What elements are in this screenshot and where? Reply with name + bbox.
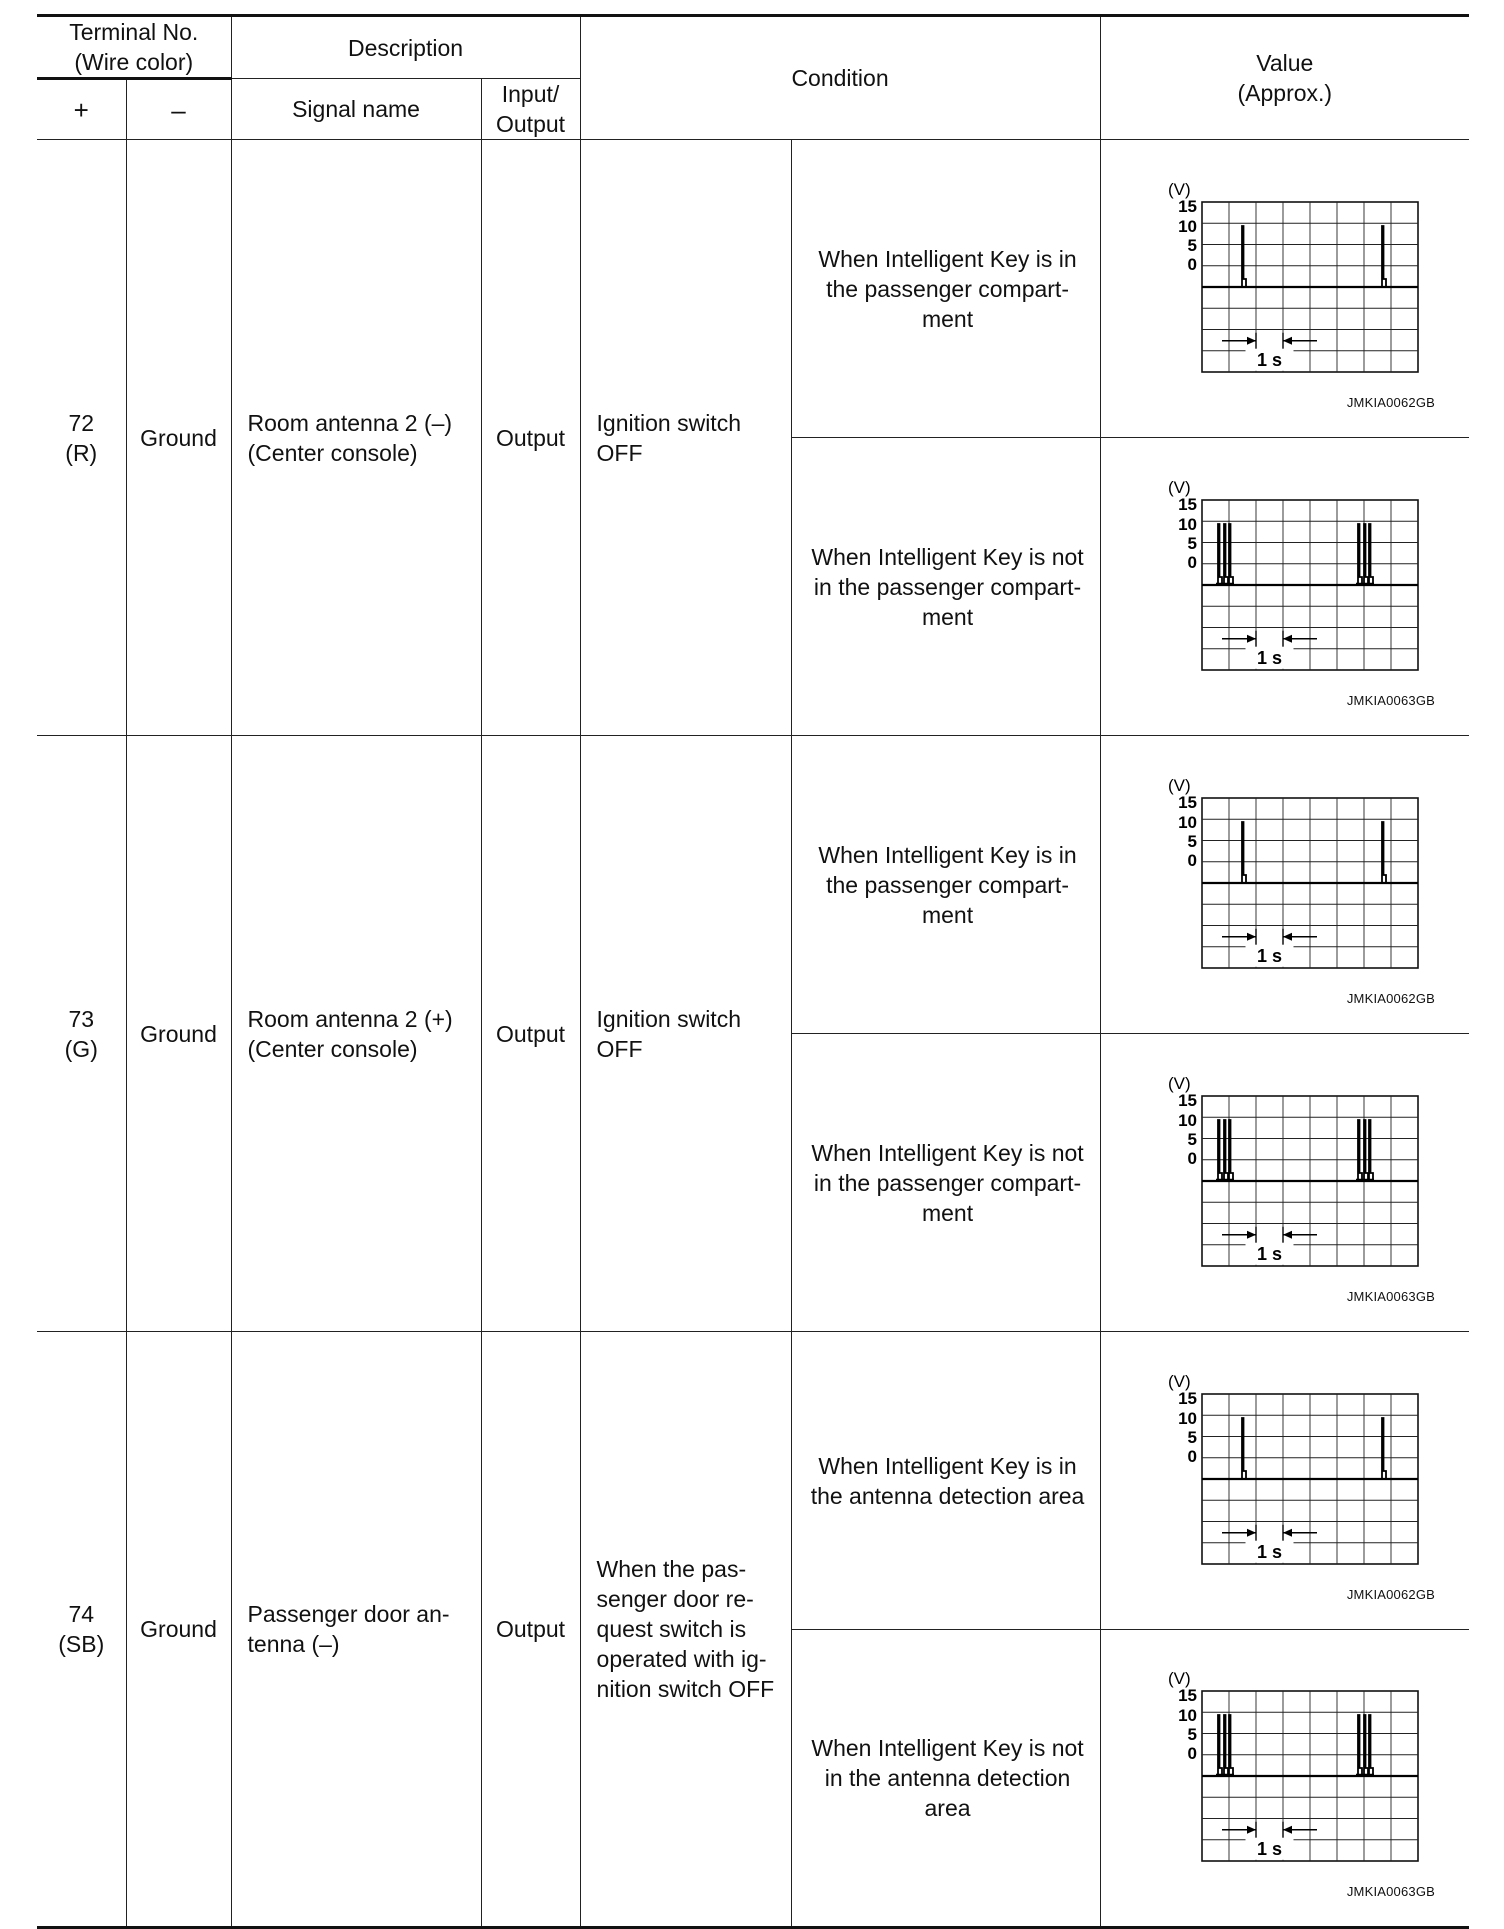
signal-name-line: Room antenna 2 (–): [247, 409, 453, 436]
signal-name-header: Signal name: [231, 79, 481, 140]
signal-pulse: [1382, 822, 1386, 883]
signal-pulse: [1224, 1715, 1228, 1776]
volt-tick-label: 5: [1187, 235, 1197, 255]
condition-header: Condition: [580, 16, 1100, 140]
value-label: Value: [1256, 50, 1314, 76]
volt-unit-label: (V): [1167, 1371, 1191, 1391]
signal-name-cell: [231, 736, 481, 1332]
sub-condition-line: When Intelligent Key is not: [811, 543, 1084, 570]
signal-name-line: tenna (–): [247, 1631, 340, 1657]
condition-line: Ignition switch: [596, 409, 741, 436]
volt-unit-label: (V): [1167, 477, 1191, 497]
time-scale-label: 1 s: [1256, 1243, 1282, 1264]
signal-pulse: [1229, 1120, 1233, 1181]
input-label: Input/: [501, 81, 560, 107]
value-waveform-cell: [1100, 438, 1469, 736]
condition-line: nition switch OFF: [596, 1676, 775, 1702]
plus-header: +: [37, 79, 126, 140]
sub-condition-cell: [791, 1034, 1100, 1332]
signal-pulse: [1242, 1418, 1246, 1479]
signal-pulse: [1358, 1715, 1362, 1776]
volt-tick-label: 0: [1187, 552, 1197, 572]
minus-terminal-cell: Ground: [126, 1332, 231, 1928]
time-scale-label: 1 s: [1256, 1838, 1282, 1859]
waveform-figure: [1101, 738, 1470, 1032]
signal-name-cell: [231, 140, 481, 736]
signal-pulse: [1218, 524, 1222, 585]
input-output-cell: Output: [481, 736, 580, 1332]
volt-tick-label: 10: [1177, 1706, 1197, 1725]
signal-pulse: [1382, 1418, 1386, 1479]
sub-condition-cell: [791, 140, 1100, 438]
waveform-graph: [1162, 776, 1422, 972]
wire-color-label: (Wire color): [74, 49, 194, 75]
figure-code: JMKIA0062GB: [1346, 990, 1436, 1006]
sub-condition-cell: [791, 1332, 1100, 1630]
volt-tick-label: 15: [1177, 196, 1197, 216]
volt-tick-label: 0: [1187, 1446, 1197, 1466]
waveform-figure: [1101, 142, 1470, 436]
volt-unit-label: (V): [1167, 775, 1191, 795]
time-scale-label: 1 s: [1256, 1541, 1282, 1562]
wire-color: (G): [64, 1035, 98, 1062]
sub-condition-cell: [791, 736, 1100, 1034]
sub-condition-line: in the passenger compart-: [813, 573, 1082, 600]
sub-condition-line: ment: [921, 305, 974, 332]
signal-pulse: [1364, 1120, 1368, 1181]
volt-tick-label: 5: [1187, 1427, 1197, 1447]
sub-condition-line: When Intelligent Key is in: [818, 1452, 1077, 1479]
terminal-number: 74: [68, 1601, 95, 1627]
output-label: Output: [496, 111, 566, 137]
volt-tick-label: 5: [1187, 1725, 1197, 1744]
volt-tick-label: 5: [1187, 831, 1197, 851]
signal-pulse: [1229, 524, 1233, 585]
waveform-graph: [1162, 1074, 1422, 1270]
table-row: [37, 140, 1469, 438]
signal-pulse: [1218, 1120, 1222, 1181]
volt-unit-label: (V): [1167, 1073, 1191, 1093]
value-waveform-cell: [1100, 1034, 1469, 1332]
signal-name-line: (Center console): [247, 1035, 418, 1062]
terminal-number: 72: [68, 409, 95, 436]
waveform-figure: [1101, 1036, 1470, 1330]
sub-condition-line: When Intelligent Key is not: [811, 1735, 1084, 1761]
signal-pulse: [1369, 524, 1373, 585]
signal-pulse: [1369, 1715, 1373, 1776]
volt-unit-label: (V): [1167, 179, 1191, 199]
signal-pulse: [1364, 1715, 1368, 1776]
condition-line: operated with ig-: [596, 1646, 767, 1672]
table-row: [37, 736, 1469, 1034]
signal-pulse: [1382, 226, 1386, 287]
volt-tick-label: 10: [1177, 1408, 1197, 1428]
volt-tick-label: 10: [1177, 216, 1197, 236]
signal-pulse: [1364, 524, 1368, 585]
figure-code: JMKIA0063GB: [1346, 1288, 1436, 1304]
sub-condition-line: ment: [921, 901, 974, 928]
waveform-graph: [1162, 1669, 1422, 1865]
signal-pulse: [1218, 1715, 1222, 1776]
input-output-cell: Output: [481, 1332, 580, 1928]
volt-tick-label: 10: [1177, 514, 1197, 534]
signal-pulse: [1369, 1120, 1373, 1181]
condition-line: senger door re-: [596, 1586, 754, 1612]
condition-line: quest switch is: [596, 1616, 747, 1642]
signal-pulse: [1242, 226, 1246, 287]
sub-condition-line: ment: [921, 1199, 974, 1226]
sub-condition-line: When Intelligent Key is in: [818, 245, 1077, 272]
sub-condition-line: area: [924, 1795, 971, 1821]
condition-cell: [580, 1332, 791, 1928]
signal-name-line: Passenger door an-: [247, 1601, 450, 1627]
sub-condition-line: the antenna detection area: [810, 1482, 1085, 1509]
signal-pulse: [1224, 524, 1228, 585]
condition-cell: [580, 140, 791, 736]
sub-condition-cell: [791, 438, 1100, 736]
waveform-figure: [1101, 440, 1470, 734]
signal-name-line: (Center console): [247, 439, 418, 466]
value-waveform-cell: [1100, 1630, 1469, 1928]
sub-condition-line: in the antenna detection: [824, 1765, 1071, 1791]
signal-pulse: [1358, 524, 1362, 585]
terminal-number-cell: [37, 736, 126, 1332]
value-waveform-cell: [1100, 1332, 1469, 1630]
figure-code: JMKIA0062GB: [1346, 1586, 1436, 1602]
condition-cell: [580, 736, 791, 1332]
minus-terminal-cell: Ground: [126, 140, 231, 736]
description-header: Description: [231, 16, 580, 79]
time-scale-label: 1 s: [1256, 945, 1282, 966]
signal-name-line: Room antenna 2 (+): [247, 1005, 453, 1032]
value-header: [1100, 16, 1469, 140]
volt-tick-label: 5: [1187, 1129, 1197, 1149]
waveform-figure: [1101, 1334, 1470, 1628]
figure-code: JMKIA0062GB: [1346, 394, 1436, 410]
input-output-cell: Output: [481, 140, 580, 736]
signal-pulse: [1224, 1120, 1228, 1181]
terminal-number-cell: [37, 1332, 126, 1928]
value-waveform-cell: [1100, 736, 1469, 1034]
terminal-number-cell: [37, 140, 126, 736]
volt-tick-label: 5: [1187, 533, 1197, 553]
condition-line: OFF: [596, 439, 643, 466]
volt-tick-label: 10: [1177, 1110, 1197, 1130]
volt-tick-label: 15: [1177, 494, 1197, 514]
time-scale-label: 1 s: [1256, 349, 1282, 370]
volt-tick-label: 15: [1177, 1686, 1197, 1705]
volt-tick-label: 15: [1177, 1388, 1197, 1408]
input-output-header: [481, 79, 580, 140]
time-scale-label: 1 s: [1256, 647, 1282, 668]
signal-pulse: [1229, 1715, 1233, 1776]
table-row: [37, 1332, 1469, 1630]
minus-header: –: [126, 79, 231, 140]
figure-code: JMKIA0063GB: [1346, 692, 1436, 708]
volt-tick-label: 0: [1187, 1148, 1197, 1168]
terminal-number: 73: [68, 1005, 95, 1032]
condition-line: OFF: [596, 1035, 643, 1062]
wire-color: (SB): [58, 1631, 105, 1657]
sub-condition-line: in the passenger compart-: [813, 1169, 1082, 1196]
sub-condition-line: When Intelligent Key is in: [818, 841, 1077, 868]
terminal-no-header: [37, 16, 231, 79]
waveform-graph: [1162, 478, 1422, 674]
signal-name-cell: [231, 1332, 481, 1928]
sub-condition-cell: [791, 1630, 1100, 1928]
terminal-spec-table: [37, 14, 1469, 1929]
volt-tick-label: 15: [1177, 1090, 1197, 1110]
signal-pulse: [1358, 1120, 1362, 1181]
value-waveform-cell: [1100, 140, 1469, 438]
sub-condition-line: ment: [921, 603, 974, 630]
volt-tick-label: 10: [1177, 812, 1197, 832]
waveform-graph: [1162, 1372, 1422, 1568]
volt-tick-label: 15: [1177, 792, 1197, 812]
volt-tick-label: 0: [1187, 254, 1197, 274]
waveform-figure: [1101, 1631, 1470, 1925]
volt-unit-label: (V): [1167, 1669, 1191, 1688]
volt-tick-label: 0: [1187, 1744, 1197, 1763]
sub-condition-line: the passenger compart-: [826, 275, 1069, 302]
terminal-no-label: Terminal No.: [69, 19, 199, 45]
sub-condition-line: When Intelligent Key is not: [811, 1139, 1084, 1166]
sub-condition-line: the passenger compart-: [826, 871, 1069, 898]
wire-color: (R): [65, 439, 98, 466]
waveform-graph: [1162, 180, 1422, 376]
condition-line: Ignition switch: [596, 1005, 741, 1032]
condition-line: When the pas-: [596, 1556, 747, 1582]
volt-tick-label: 0: [1187, 850, 1197, 870]
figure-code: JMKIA0063GB: [1346, 1884, 1436, 1899]
signal-pulse: [1242, 822, 1246, 883]
approx-label: (Approx.): [1237, 80, 1333, 106]
minus-terminal-cell: Ground: [126, 736, 231, 1332]
